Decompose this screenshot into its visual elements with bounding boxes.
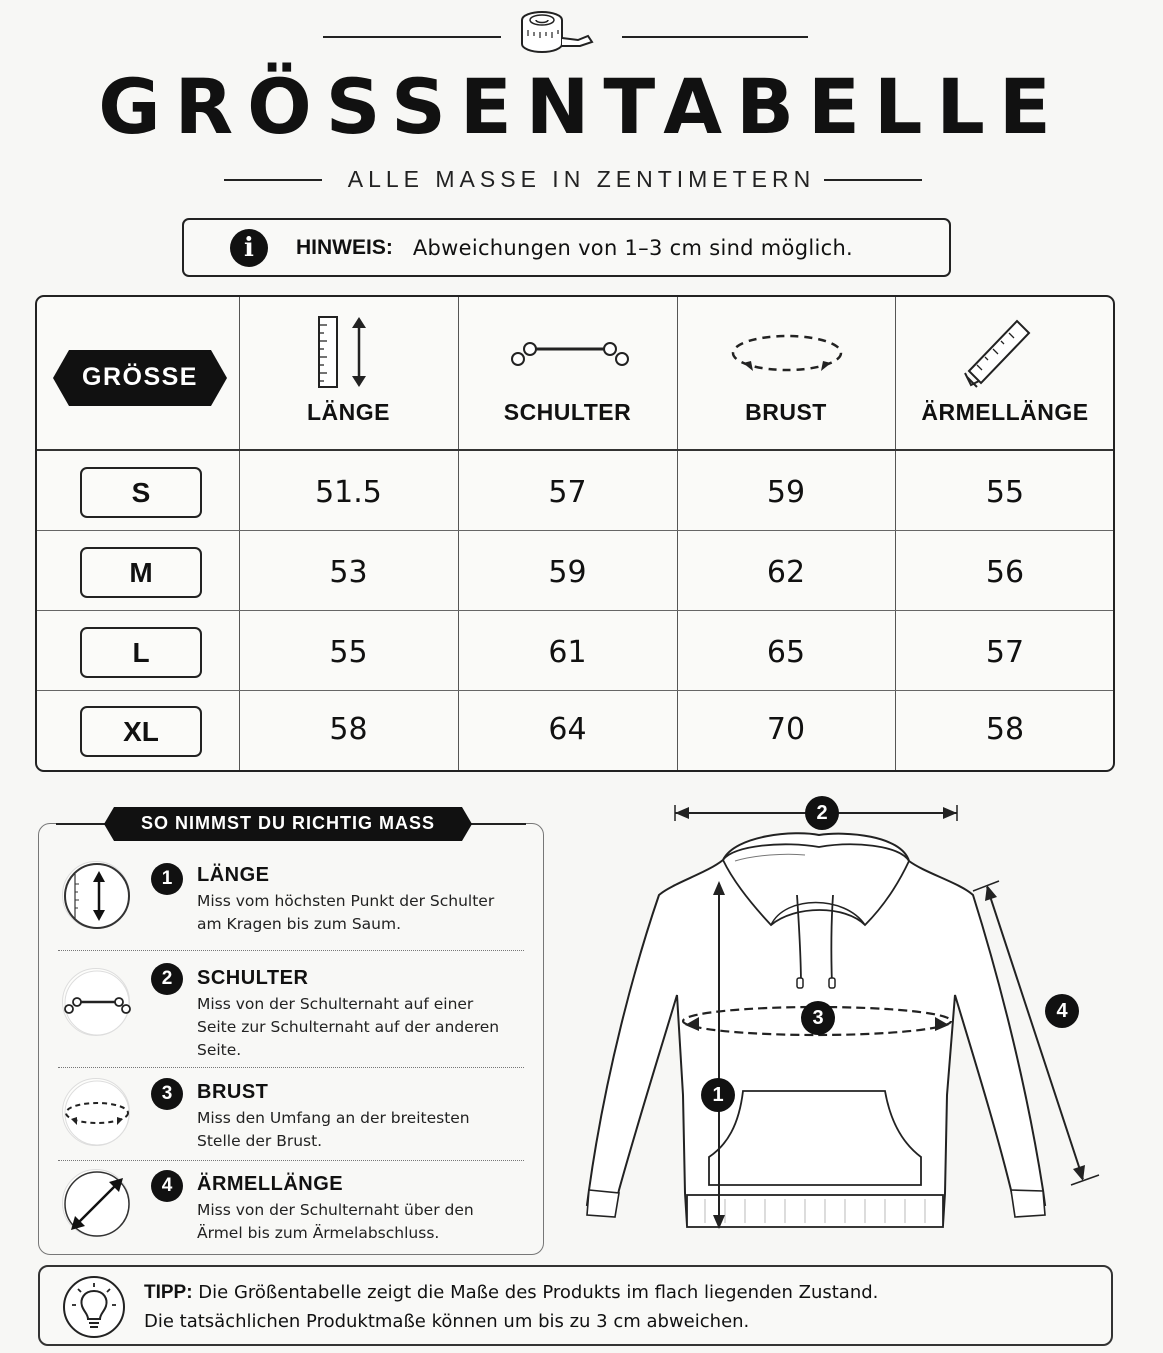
size-header: GRÖSSE xyxy=(53,350,227,406)
step-title-1: LÄNGE xyxy=(197,864,270,886)
size-label-m: M xyxy=(80,547,202,598)
notice-box xyxy=(182,218,951,277)
size-label-l: L xyxy=(80,627,202,678)
tip-line-1: Die Größentabelle zeigt die Maße des Produkts im flach liegenden Zustand. xyxy=(198,1282,879,1303)
measuring-tape-icon xyxy=(518,8,598,56)
table-cell: 57 xyxy=(548,475,587,510)
shoulder-width-icon xyxy=(510,335,630,375)
notice-label: HINWEIS: xyxy=(296,235,393,259)
col-header-schulter: SCHULTER xyxy=(503,399,632,425)
table-cell: 55 xyxy=(985,475,1025,510)
size-label-xl: XL xyxy=(80,706,202,757)
table-cell: 58 xyxy=(329,712,368,747)
item-separator xyxy=(58,1160,524,1161)
table-cell: 62 xyxy=(766,555,806,590)
table-cell: 53 xyxy=(329,555,368,590)
table-cell: 64 xyxy=(548,712,587,747)
sleeve-arrow-icon xyxy=(62,1169,130,1237)
ruler-length-icon xyxy=(315,315,375,391)
notice-text: Abweichungen von 1–3 cm sind möglich. xyxy=(412,235,854,260)
header-rule-left xyxy=(323,36,501,38)
step-desc-1: Miss vom höchsten Punkt der Schulter am Kragen bis zum Saum. xyxy=(197,892,495,933)
tip-label: TIPP: xyxy=(144,1282,193,1303)
step-desc-2: Miss von der Schulternaht auf einer Seite zur Schulternaht auf der anderen Seite. xyxy=(197,995,500,1059)
lightbulb-icon xyxy=(62,1275,126,1339)
table-cell: 61 xyxy=(548,635,587,670)
step-title-4: ÄRMELLÄNGE xyxy=(197,1173,344,1195)
table-cell: 70 xyxy=(766,712,806,747)
length-arrow-icon xyxy=(62,861,130,929)
step-title-3: BRUST xyxy=(197,1081,269,1103)
table-cell: 57 xyxy=(985,635,1025,670)
step-desc-4: Miss von der Schulternaht über den Ärmel bis zum Ärmelabschluss. xyxy=(197,1201,474,1242)
chest-circumference-icon xyxy=(729,331,845,377)
step-title-2: SCHULTER xyxy=(197,967,309,989)
sleeve-ruler-icon xyxy=(961,315,1037,389)
size-table xyxy=(35,295,1115,772)
table-cell: 56 xyxy=(985,555,1025,590)
table-cell: 59 xyxy=(548,555,587,590)
tip-line-2: Die tatsächlichen Produktmaße können um bis zu 3 cm abweichen. xyxy=(144,1311,750,1332)
step-number-2: 2 xyxy=(151,963,183,995)
step-number-3: 3 xyxy=(151,1078,183,1110)
table-cell: 51.5 xyxy=(315,475,382,510)
col-header-laenge: LÄNGE xyxy=(307,399,390,425)
col-header-brust: BRUST xyxy=(745,399,827,425)
step-number-1: 1 xyxy=(151,863,183,895)
shoulder-icon xyxy=(62,968,130,1036)
info-icon: i xyxy=(230,229,268,267)
table-cell: 58 xyxy=(985,712,1025,747)
table-cell: 59 xyxy=(766,475,806,510)
diagram-marker-4: 4 xyxy=(1045,994,1079,1028)
chest-icon xyxy=(62,1078,130,1146)
page-subtitle: ALLE MASSE IN ZENTIMETERN xyxy=(347,166,816,192)
diagram-marker-3: 3 xyxy=(801,1001,835,1035)
table-cell: 55 xyxy=(329,635,368,670)
tip-box xyxy=(38,1265,1113,1346)
step-desc-3: Miss den Umfang an der breitesten Stelle der Brust. xyxy=(197,1109,470,1150)
diagram-marker-2: 2 xyxy=(805,796,839,830)
hoodie-diagram xyxy=(575,795,1115,1240)
table-cell: 65 xyxy=(766,635,806,670)
diagram-marker-1: 1 xyxy=(701,1078,735,1112)
item-separator xyxy=(58,950,524,951)
header-rule-right xyxy=(622,36,808,38)
size-label-s: S xyxy=(80,467,202,518)
item-separator xyxy=(58,1067,524,1068)
col-header-aermellaenge: ÄRMELLÄNGE xyxy=(921,399,1089,425)
step-number-4: 4 xyxy=(151,1170,183,1202)
page-title: GRÖSSENTABELLE xyxy=(98,62,1065,151)
how-to-measure-banner: SO NIMMST DU RICHTIG MASS xyxy=(104,807,472,841)
